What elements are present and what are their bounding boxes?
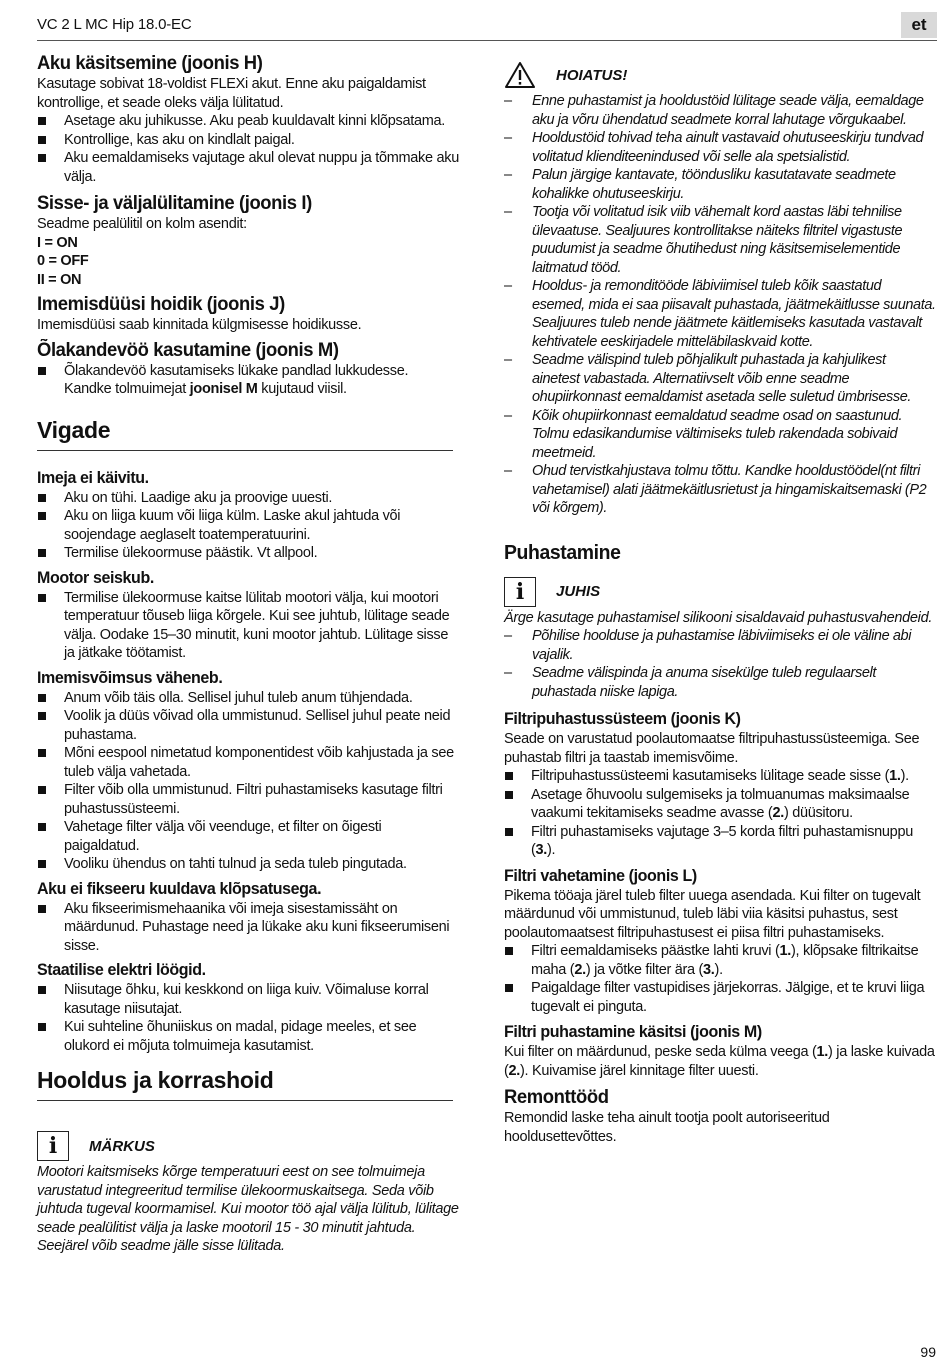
list-item: – Ohud tervistkahjustava tolmu tõttu. Kandke hooldustöödel(nt filtri vahetamisel) alati jäätmekäitlusrietust ja hingamiskaitsemaski (P2 või kõrgem). bbox=[504, 462, 936, 518]
list-item: – Seadme välispind tuleb põhjalikult puhastada ja kahjulikest ainetest vabastada. Alternatiivselt võib enne seadme ohupiirkonnast eemaldamist asetada selle suletud ümbrisesse. bbox=[504, 351, 936, 407]
list-item: Niisutage õhku, kui keskkond on liiga kuiv. Võimaluse korral kasutage niisutajat. bbox=[37, 981, 460, 1018]
list-item: – Hooldustöid tohivad teha ainult vastavaid ohutuseeskirju tundvad volitatud klienditeenindused või selle ala spetsialistid. bbox=[504, 129, 936, 166]
heading-olakandevoo: Õlakandevöö kasutamine (joonis M) bbox=[37, 339, 339, 361]
list-item: Voolik ja düüs võivad olla ummistunud. Sellisel juhul peate neid puhastama. bbox=[37, 707, 460, 744]
heading-staatiline: Staatilise elektri löögid. bbox=[37, 961, 206, 979]
language-badge: et bbox=[901, 12, 937, 38]
list-item: – Enne puhastamist ja hooldustöid lülitage seade välja, eemaldage aku ja võru ühendatud seadmete korral lahutage võrgukaabel. bbox=[504, 92, 936, 129]
list-item: – Palun järgige kantavate, tööndusliku kasutatavate seadmete kohalikke ohutuseeskirju. bbox=[504, 166, 936, 203]
list-hints bbox=[504, 627, 936, 701]
info-icon: i bbox=[504, 577, 536, 607]
list-item: – Tootja või volitatud isik viib vähemalt kord aastas läbi tehnilise ülevaatuse. Sealjuures kontrollitakse näiteks filtritel vigastuste puudumist ja seadme õhutihedust ning käsitsemiselementide laitmatud tööd. bbox=[504, 203, 936, 277]
list-item: Termilise ülekoormuse päästik. Vt allpool. bbox=[37, 544, 460, 563]
para-remonttood: Remondid laske teha ainult tootja poolt autoriseeritud hooldusettevõttes. bbox=[504, 1110, 830, 1145]
heading-sisse: Sisse- ja väljalülitamine (joonis I) bbox=[37, 193, 312, 214]
list-item: – Seadme välispinda ja anuma sisekülge tuleb regulaarselt puhastada niiske lapiga. bbox=[504, 664, 936, 701]
heading-filtripuhastus: Filtripuhastussüsteem (joonis K) bbox=[504, 710, 741, 728]
para-imemisduusi: Imemisdüüsi saab kinnitada külgmisesse hoidikusse. bbox=[37, 317, 362, 333]
list-item: Mõni eespool nimetatud komponentidest võib kahjustada ja see tuleb välja vahetada. bbox=[37, 744, 460, 781]
hint-label: JUHIS bbox=[556, 583, 601, 600]
list-filtripuhastus bbox=[504, 767, 936, 860]
heading-imemisvoimsus: Imemisvõimsus väheneb. bbox=[37, 668, 223, 687]
switch-position-i: I = ON bbox=[37, 234, 78, 251]
list-item: Asetage aku juhikusse. Aku peab kuuldavalt kinni klõpsatama. bbox=[37, 112, 460, 131]
list-mootor bbox=[37, 589, 460, 663]
para-aku: Kasutage sobivat 18-voldist FLEXi akut. Enne aku paigaldamist kontrollige, et seade oleks välja lülitatud. bbox=[37, 76, 426, 111]
list-item: Filtri puhastamiseks vajutage 3–5 korda filtri puhastamisnuppu (3.). bbox=[504, 823, 936, 860]
list-item: – Hooldus- ja remonditööde läbiviimisel tuleb kõik saastatud esemed, mida ei saa piisavalt puhastada, jäätmekäitlusse suunata. Sealjuures tuleb nende jäätmete käitlemiseks kasutada vastavalt kehtivatele eeskirjadele mitteläbilaskvaid kotte. bbox=[504, 277, 936, 351]
left-column bbox=[37, 52, 460, 1256]
list-olakandevoo bbox=[37, 362, 460, 381]
list-item: Asetage õhuvoolu sulgemiseks ja tolmuanumas maksimaalse vaakumi tekitamiseks seadme avasse (2.) düüsitoru. bbox=[504, 786, 936, 823]
heading-filtri-kasitsi: Filtri puhastamine käsitsi (joonis M) bbox=[504, 1023, 762, 1041]
list-item: Kui suhteline õhuniiskus on madal, pidage meeles, et see olukord ei mõjuta tolmuimeja kasutamist. bbox=[37, 1018, 460, 1055]
heading-remonttood: Remonttööd bbox=[504, 1087, 609, 1108]
hint-text: Ärge kasutage puhastamisel silikooni sisaldavaid puhastusvahendeid. bbox=[504, 609, 933, 626]
list-item: Termilise ülekoormuse kaitse lülitab mootori välja, kui mootori temperatuur tõuseb liiga kõrgele. Kui see juhtub, lülitage seade välja. Oodake 15–30 minutit, kuni mootor jahtub. Lülitage sisse ja jätkake töötamist. bbox=[37, 589, 460, 663]
warning-box bbox=[504, 58, 936, 92]
heading-imeja-ei-kaivitu: Imeja ei käivitu. bbox=[37, 468, 149, 487]
warning-label: HOIATUS! bbox=[556, 66, 628, 84]
list-item: Aku fikseerimismehaanika või imeja sisestamissäht on määrdunud. Puhastage need ja lükake aku kuni fikseerumiseni sisse. bbox=[37, 900, 460, 956]
para-filtripuhastus: Seade on varustatud poolautomaatse filtripuhastussüsteemiga. See puhastab filtri ja taastab imemisvõime. bbox=[504, 731, 920, 766]
list-aku bbox=[37, 112, 460, 186]
right-column bbox=[504, 52, 936, 1146]
heading-imemisduusi: Imemisdüüsi hoidik (joonis J) bbox=[37, 294, 285, 315]
document-title: VC 2 L MC Hip 18.0-EC bbox=[37, 16, 192, 33]
list-item: – Põhilise hoolduse ja puhastamise läbiviimiseks ei ole väline abi vajalik. bbox=[504, 627, 936, 664]
list-imeja bbox=[37, 489, 460, 563]
list-item: Vahetage filter välja või veenduge, et filter on õigesti paigaldatud. bbox=[37, 818, 460, 855]
note-box bbox=[37, 1129, 460, 1163]
list-staatiline bbox=[37, 981, 460, 1055]
info-icon: i bbox=[37, 1131, 69, 1161]
heading-puhastamine: Puhastamine bbox=[504, 541, 621, 564]
note-label: MÄRKUS bbox=[89, 1137, 155, 1155]
list-item: Õlakandevöö kasutamiseks lükake pandlad lukkudesse. bbox=[37, 362, 460, 381]
list-item: Vooliku ühendus on tahti tulnud ja seda tuleb pingutada. bbox=[37, 855, 460, 874]
heading-aku-fikseerimine: Aku ei fikseeru kuuldava klõpsatusega. bbox=[37, 879, 322, 898]
list-item: Filter võib olla ummistunud. Filtri puhastamiseks kasutage filtri puhastussüsteemi. bbox=[37, 781, 460, 818]
section-vigade: Vigade bbox=[37, 417, 453, 451]
hint-box bbox=[504, 575, 936, 609]
list-item: Filtri eemaldamiseks päästke lahti kruvi (1.), klõpsake filtrikaitse maha (2.) ja võtke filter ära (3.). bbox=[504, 942, 936, 979]
list-item: Filtripuhastussüsteemi kasutamiseks lülitage seade sisse (1.). bbox=[504, 767, 936, 786]
list-item: Kontrollige, kas aku on kindlalt paigal. bbox=[37, 131, 460, 150]
para-filtri-vahetamine: Pikema tööaja järel tuleb filter uuega asendada. Kui filter on tugevalt määrdunud või ummistunud, tuleb läbi viia käsitsi puhastus, sest poolautomaatsest filtripuhastusest ei piisa filtri puhastamiseks. bbox=[504, 887, 921, 941]
list-item: Aku on liiga kuum või liiga külm. Laske akul jahtuda või soojendage aeglaselt toatemperatuurini. bbox=[37, 507, 460, 544]
list-filtri-vahetamine bbox=[504, 942, 936, 1016]
list-item: Anum võib täis olla. Sellisel juhul tuleb anum tühjendada. bbox=[37, 689, 460, 708]
list-item: Paigaldage filter vastupidises järjekorras. Jälgige, et te kruvi liiga tugevalt ei pinguta. bbox=[504, 979, 936, 1016]
switch-position-ii: II = ON bbox=[37, 271, 82, 288]
para-olakandevoo: Kandke tolmuimejat joonisel M kujutaud viisil. bbox=[64, 381, 347, 397]
heading-aku: Aku käsitsemine (joonis H) bbox=[37, 53, 263, 74]
page-header bbox=[37, 14, 937, 41]
note-text: Mootori kaitsmiseks kõrge temperatuuri eest on see tolmuimeja varustatud integreeritud termilise ülekoormuskaitsega. Seda võib juhtuda tugeval koormamisel. Kui mootor töö ajal välja lülitub, lülitage seade pealülitist välja ja laske mootoril 15 - 30 minutit jahtuda. Seejärel võib seadme jälle sisse lülitada. bbox=[37, 1164, 459, 1254]
list-warnings bbox=[504, 92, 936, 518]
para-filtri-kasitsi: Kui filter on määrdunud, peske seda külma veega (1.) ja laske kuivada (2.). Kuivamise järel kinnitage filter uuesti. bbox=[504, 1044, 935, 1079]
page-number: 99 bbox=[920, 1344, 936, 1360]
section-hooldus: Hooldus ja korrashoid bbox=[37, 1067, 453, 1101]
switch-position-0: 0 = OFF bbox=[37, 253, 89, 269]
heading-filtri-vahetamine: Filtri vahetamine (joonis L) bbox=[504, 866, 697, 885]
heading-mootor: Mootor seiskub. bbox=[37, 568, 154, 587]
warning-icon bbox=[504, 61, 536, 89]
list-item: Aku on tühi. Laadige aku ja proovige uuesti. bbox=[37, 489, 460, 508]
list-imemisvoimsus bbox=[37, 689, 460, 874]
list-item: Aku eemaldamiseks vajutage akul olevat nuppu ja tõmmake aku välja. bbox=[37, 149, 460, 186]
list-item: – Kõik ohupiirkonnast eemaldatud seadme osad on saastunud. Tolmu edasikandumise vältimiseks tuleb rakendada sobivaid meetmeid. bbox=[504, 407, 936, 463]
list-aku-fikseerimine bbox=[37, 900, 460, 956]
para-sisse: Seadme pealülitil on kolm asendit: bbox=[37, 216, 247, 232]
